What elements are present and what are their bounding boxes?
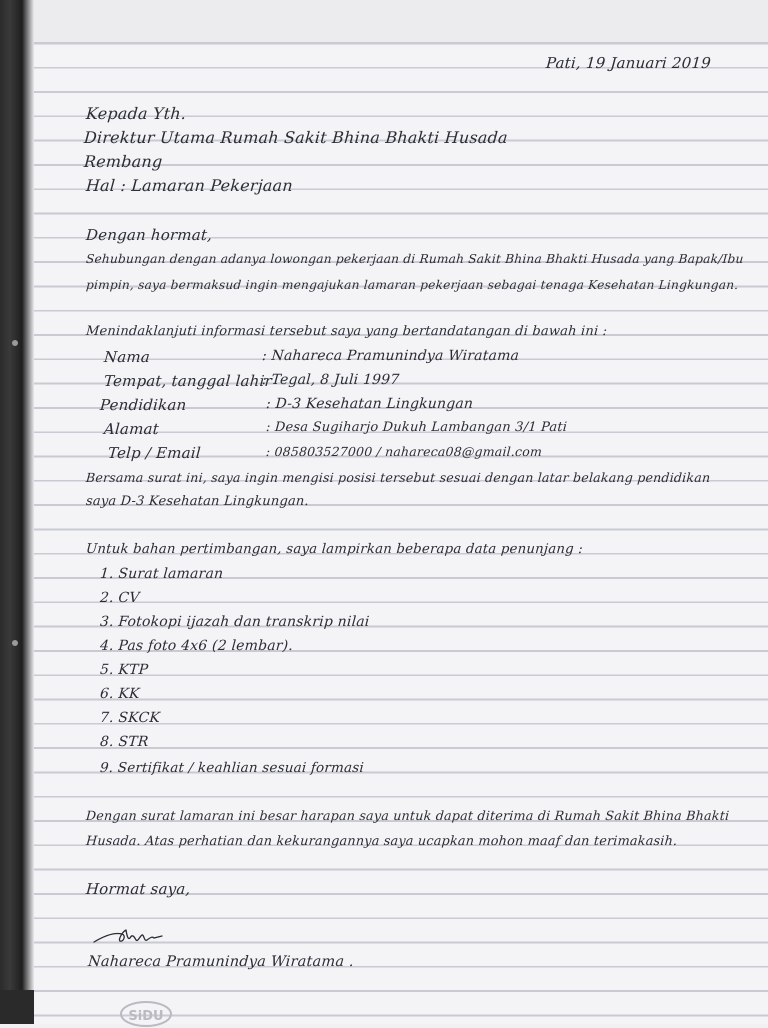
info-label-education: Pendidikan [99,396,188,414]
recipient-city: Rembang [83,152,164,171]
info-value-name: : Nahareca Pramunindya Wiratama [261,348,520,364]
intro-line: Sehubungan dengan adanya lowongan pekerjaan di Rumah Sakit Bhina Bhakti Husada yang Bapak/Ibu [85,252,745,266]
purpose-line: saya D-3 Kesehatan Lingkungan. [85,494,310,509]
info-label-birth: Tempat, tanggal lahir [103,372,273,390]
followup-line: Menindaklanjuti informasi tersebut saya yang bertandatangan di bawah ini : [85,324,608,339]
list-item: 2. CV [99,590,141,606]
info-value-address: : Desa Sugiharjo Dukuh Lambangan 3/1 Pati [265,420,568,435]
greeting-line: Kepada Yth. [85,104,187,123]
info-value-birth: : Tegal, 8 Juli 1997 [261,372,400,388]
info-label-contact: Telp / Email [107,444,202,462]
intro-line: pimpin, saya bermaksud ingin mengajukan lamaran pekerjaan sebagai tenaga Kesehatan Lingkungan. [85,278,739,292]
binder-hole [12,640,18,646]
recipient-position: Direktur Utama Rumah Sakit Bhina Bhakti Husada [83,128,509,147]
signature-scribble [92,922,172,950]
list-item: 8. STR [99,734,150,750]
list-item: 7. SKCK [99,710,161,726]
closing-line: Husada. Atas perhatian dan kekurangannya saya ucapkan mohon maaf dan terimakasih. [85,834,678,849]
closing-line: Dengan surat lamaran ini besar harapan saya untuk dapat diterima di Rumah Sakit Bhina Bhakti [85,808,730,823]
purpose-line: Bersama surat ini, saya ingin mengisi posisi tersebut sesuai dengan latar belakang pendidikan [85,470,711,485]
list-item: 1. Surat lamaran [99,566,224,582]
subject-line: Hal : Lamaran Pekerjaan [85,176,294,195]
scan-left-edge [0,0,34,1024]
list-item: 6. KK [99,686,141,702]
info-value-contact: : 085803527000 / nahareca08@gmail.com [265,444,543,459]
paper-header-margin [34,0,768,44]
regards-line: Hormat saya, [85,880,192,898]
binder-hole [12,340,18,346]
date-line: Pati, 19 Januari 2019 [545,54,712,72]
info-label-name: Nama [103,348,151,366]
list-item: 9. Sertifikat / keahlian sesuai formasi [99,760,365,776]
list-item: 5. KTP [99,662,149,678]
svg-text:SiDU: SiDU [128,1009,164,1024]
list-item: 3. Fotokopi ijazah dan transkrip nilai [99,614,371,630]
attachments-intro: Untuk bahan pertimbangan, saya lampirkan beberapa data penunjang : [85,542,584,557]
signer-name: Nahareca Pramunindya Wiratama . [87,954,355,970]
list-item: 4. Pas foto 4x6 (2 lembar). [99,638,294,654]
info-value-education: : D-3 Kesehatan Lingkungan [265,396,474,412]
salutation: Dengan hormat, [85,226,213,244]
info-label-address: Alamat [103,420,160,438]
